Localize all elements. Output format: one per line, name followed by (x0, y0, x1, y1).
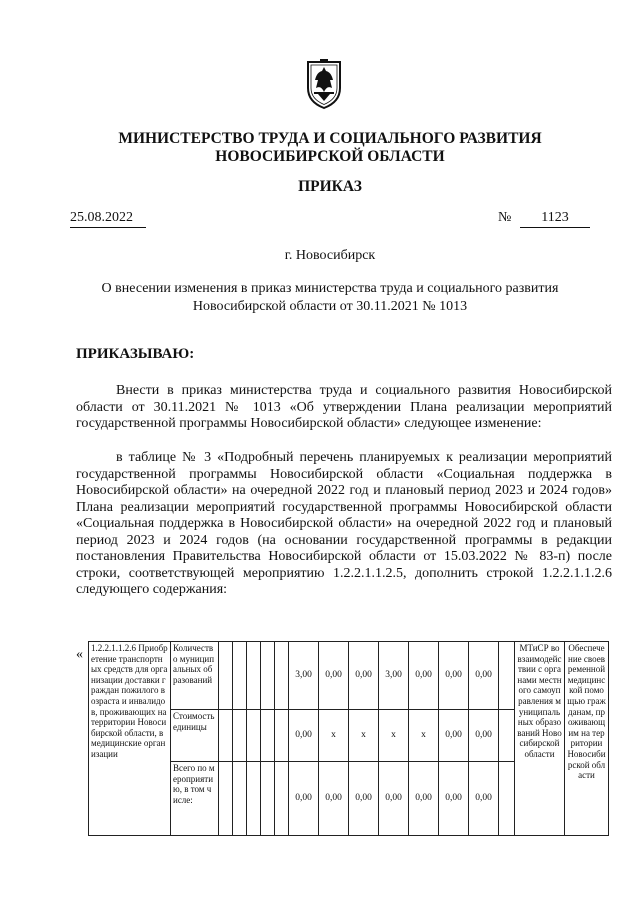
table-cell: 0,00 (469, 710, 499, 762)
table-cell: x (349, 710, 379, 762)
plan-table (88, 641, 609, 836)
document-type: ПРИКАЗ (298, 178, 362, 195)
table-cell: 0,00 (289, 710, 319, 762)
table-cell: 0,00 (319, 642, 349, 710)
table-cell: x (409, 710, 439, 762)
order-number: 1123 (520, 210, 590, 228)
table-cell: 0,00 (409, 642, 439, 710)
table-cell: 0,00 (439, 710, 469, 762)
number-sign: № (498, 210, 512, 225)
table-cell: 0,00 (289, 762, 319, 836)
order-subject-line2: Новосибирской области от 30.11.2021 № 1013 (192, 299, 468, 314)
table-cell: 0,00 (349, 762, 379, 836)
executor-cell: МТиСР во взаимодействии с органами местного самоуправления муниципальных образований Новосибирской области (515, 642, 565, 836)
table-cell: 0,00 (319, 762, 349, 836)
ministry-name-line2: НОВОСИБИРСКОЙ ОБЛАСТИ (215, 148, 445, 165)
order-subject-line1: О внесении изменения в приказ министерства труда и социального развития (101, 281, 559, 296)
result-cell: Обеспечение своевременной медицинской помощью гражданам, проживающим на территории Новосибирской области (565, 642, 609, 836)
table-cell: 0,00 (469, 762, 499, 836)
row-label: Количество муниципальных образований (171, 642, 219, 710)
open-quote: « (76, 647, 83, 662)
paragraph-1 (76, 383, 612, 433)
ministry-name (60, 130, 600, 166)
table-cell: 0,00 (409, 762, 439, 836)
table-cell: 3,00 (379, 642, 409, 710)
table-row (89, 642, 609, 710)
order-subject (80, 280, 580, 316)
table-cell: x (319, 710, 349, 762)
city: г. Новосибирск (284, 248, 376, 263)
ministry-name-line1: МИНИСТЕРСТВО ТРУДА И СОЦИАЛЬНОГО РАЗВИТИЯ (118, 130, 542, 147)
table-cell: 0,00 (379, 762, 409, 836)
measure-name-cell: 1.2.2.1.1.2.6 Приобретение транспортных средств для организации доставки граждан пожилого возраста и инвалидов, проживающих на территории Новосибирской области, в медицинские организации (89, 642, 171, 836)
table-cell: 3,00 (289, 642, 319, 710)
paragraph-2 (76, 450, 612, 599)
row-label: Стоимость единицы (171, 710, 219, 762)
table-cell: 0,00 (469, 642, 499, 710)
table-cell: x (379, 710, 409, 762)
coat-of-arms-icon (302, 58, 346, 110)
table-cell: 0,00 (439, 642, 469, 710)
table-cell: 0,00 (439, 762, 469, 836)
table-cell: 0,00 (349, 642, 379, 710)
row-label: Всего по мероприятию, в том числе: (171, 762, 219, 836)
paragraph-1-text: Внести в приказ министерства труда и социального развития Новосибирской области от 30.11.2021 № 1013 «Об утверждении Плана реализации мероприятий государственной программы Новосибирской области» следующее изменение: (76, 383, 612, 431)
paragraph-2-text: в таблице № 3 «Подробный перечень планируемых к реализации мероприятий государственной программы Новосибирской области «Социальная поддержка в Новосибирской области» на очередной 2022 год и плановый период 2023 и 2024 годов» Плана реализации мероприятий государственной программы Новосибирской области «Социальная поддержка в Новосибирской области» на очередной 2022 год и плановый период 2023 и 2024 годов (на основании государственной программы в редакции постановления Правительства Новосибирской области от 15.03.2022 № 83-п) после строки, соответствующей мероприятию 1.2.2.1.1.2.5, дополнить строкой 1.2.2.1.1.2.6 следующего содержания: (76, 450, 612, 597)
order-date: 25.08.2022 (70, 210, 146, 228)
order-word: ПРИКАЗЫВАЮ: (76, 346, 195, 362)
